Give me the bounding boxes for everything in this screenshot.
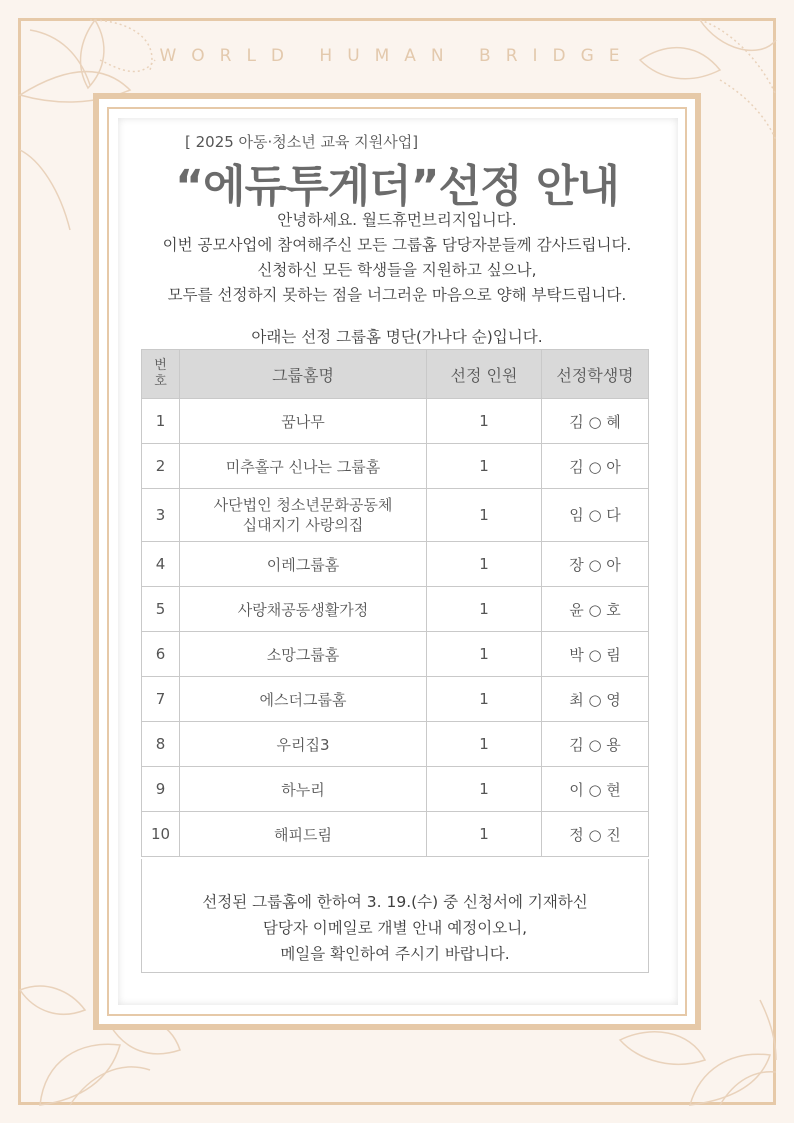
intro-text xyxy=(0,208,794,308)
row-student-name: 정 ○ 진 xyxy=(542,812,649,857)
intro-line: 안녕하세요. 월드휴먼브리지입니다. xyxy=(277,211,517,229)
table-row xyxy=(142,587,649,632)
page-title: “에듀투게더”선정 안내 xyxy=(175,161,619,212)
row-student-name: 김 ○ 용 xyxy=(542,722,649,767)
header-number-top: 번 xyxy=(154,358,167,373)
group-name-line: 소망그룹홈 xyxy=(266,645,340,664)
row-selected-count: 1 xyxy=(427,444,542,489)
row-number: 6 xyxy=(142,632,180,677)
intro-line: 신청하신 모든 학생들을 지원하고 싶으나, xyxy=(257,261,537,279)
row-number: 4 xyxy=(142,542,180,587)
header-group-name: 그룹홈명 xyxy=(180,350,427,399)
group-name-line: 사단법인 청소년문화공동체 xyxy=(213,496,393,514)
row-number: 10 xyxy=(142,812,180,857)
row-selected-count: 1 xyxy=(427,812,542,857)
row-group-name xyxy=(180,444,427,489)
table-row xyxy=(142,767,649,812)
row-group-name xyxy=(180,587,427,632)
row-group-name xyxy=(180,489,427,542)
row-student-name: 김 ○ 아 xyxy=(542,444,649,489)
notice-line: 메일을 확인하여 주시기 바랍니다. xyxy=(280,945,510,963)
table-row xyxy=(142,722,649,767)
row-student-name: 김 ○ 혜 xyxy=(542,399,649,444)
intro-line: 이번 공모사업에 참여해주신 모든 그룹홈 담당자분들께 감사드립니다. xyxy=(162,236,632,254)
header-student-name: 선정학생명 xyxy=(542,350,649,399)
table-row xyxy=(142,812,649,857)
row-selected-count: 1 xyxy=(427,677,542,722)
group-name-line: 해피드림 xyxy=(274,825,332,844)
row-selected-count: 1 xyxy=(427,542,542,587)
group-name-line: 우리집3 xyxy=(276,735,330,754)
row-selected-count: 1 xyxy=(427,587,542,632)
group-name-line: 사랑채공동생활가정 xyxy=(237,600,369,619)
row-student-name: 최 ○ 영 xyxy=(542,677,649,722)
table-row xyxy=(142,632,649,677)
group-name-line: 하누리 xyxy=(281,780,325,799)
intro-line: 모두를 선정하지 못하는 점을 너그러운 마음으로 양해 부탁드립니다. xyxy=(167,286,627,304)
row-group-name xyxy=(180,542,427,587)
row-selected-count: 1 xyxy=(427,767,542,812)
group-name-line: 꿈나무 xyxy=(281,412,325,431)
table-row xyxy=(142,489,649,542)
row-student-name: 윤 ○ 호 xyxy=(542,587,649,632)
row-number: 5 xyxy=(142,587,180,632)
group-name-line: 십대지기 사랑의집 xyxy=(242,516,364,534)
brand-name: WORLD HUMAN BRIDGE xyxy=(159,46,635,66)
row-number: 8 xyxy=(142,722,180,767)
row-selected-count: 1 xyxy=(427,722,542,767)
list-caption: 아래는 선정 그룹홈 명단(가나다 순)입니다. xyxy=(251,328,543,346)
row-group-name xyxy=(180,767,427,812)
row-student-name: 이 ○ 현 xyxy=(542,767,649,812)
program-subtitle: [ 2025 아동·청소년 교육 지원사업] xyxy=(185,133,419,151)
row-number: 9 xyxy=(142,767,180,812)
row-number: 7 xyxy=(142,677,180,722)
group-name-line: 이레그룹홈 xyxy=(266,555,340,574)
row-number: 1 xyxy=(142,399,180,444)
notice-box xyxy=(141,859,649,973)
notice-line: 선정된 그룹홈에 한하여 3. 19.(수) 중 신청서에 기재하신 xyxy=(202,893,588,911)
group-name-line: 에스더그룹홈 xyxy=(259,690,347,709)
row-group-name xyxy=(180,812,427,857)
row-group-name xyxy=(180,677,427,722)
notice-line: 담당자 이메일로 개별 안내 예정이오니, xyxy=(262,919,528,937)
header-selected-count: 선정 인원 xyxy=(427,350,542,399)
header-number-bottom: 호 xyxy=(154,374,167,389)
row-selected-count: 1 xyxy=(427,399,542,444)
row-number: 2 xyxy=(142,444,180,489)
row-student-name: 임 ○ 다 xyxy=(542,489,649,542)
group-name-line: 미추홀구 신나는 그룹홈 xyxy=(225,457,381,476)
table-row xyxy=(142,677,649,722)
row-selected-count: 1 xyxy=(427,489,542,542)
row-group-name xyxy=(180,722,427,767)
table-row xyxy=(142,444,649,489)
table-row xyxy=(142,399,649,444)
row-group-name xyxy=(180,632,427,677)
selected-groups-table xyxy=(141,349,649,857)
row-number: 3 xyxy=(142,489,180,542)
row-student-name: 박 ○ 림 xyxy=(542,632,649,677)
header-number xyxy=(142,350,180,399)
table-row xyxy=(142,542,649,587)
table-header-row xyxy=(142,350,649,399)
row-group-name xyxy=(180,399,427,444)
row-selected-count: 1 xyxy=(427,632,542,677)
row-student-name: 장 ○ 아 xyxy=(542,542,649,587)
